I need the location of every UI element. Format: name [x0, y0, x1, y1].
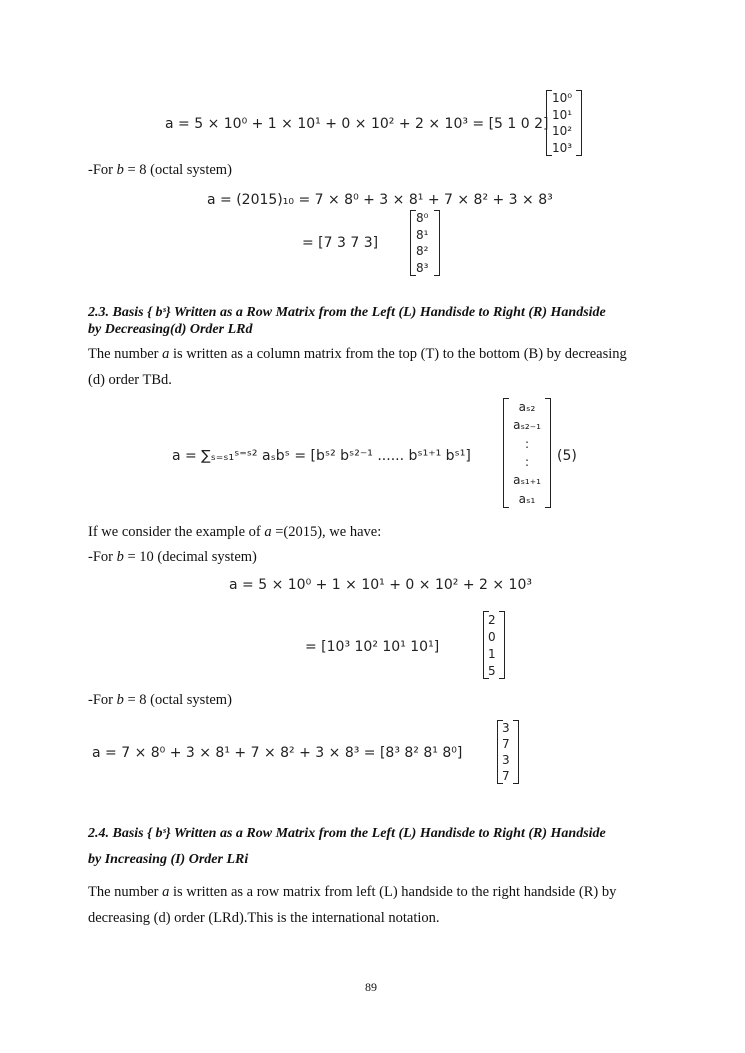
- example-intro: If we consider the example of a =(2015), we have:: [88, 524, 382, 540]
- matrix-cell: 7: [502, 737, 510, 751]
- matrix-cell: 10³: [552, 140, 573, 155]
- column-matrix-powers-of-ten: [546, 90, 582, 156]
- matrix-cell: 7: [502, 769, 510, 783]
- matrix-cell: 8⁰: [416, 211, 429, 226]
- column-matrix-digits-decimal: [483, 611, 505, 679]
- equation-number-5: (5): [557, 448, 577, 464]
- equation-octal-row: = [7 3 7 3]: [302, 235, 379, 251]
- matrix-cell: 1: [488, 646, 496, 661]
- matrix-cell: aₛ₁₊₁: [513, 473, 541, 488]
- matrix-cell: 8²: [416, 244, 429, 259]
- equation-decimal-expansion: a = 5 × 10⁰ + 1 × 10¹ + 0 × 10² + 2 × 10³: [229, 577, 532, 593]
- equation-decimal-row: a = 5 × 10⁰ + 1 × 10¹ + 0 × 10² + 2 × 10³ = [5 1 0 2]: [165, 116, 549, 132]
- equation-octal-expansion: a = (2015)₁₀ = 7 × 8⁰ + 3 × 8¹ + 7 × 8² + 3 × 8³: [207, 192, 553, 208]
- matrix-cell: 8¹: [416, 227, 429, 242]
- column-matrix-powers-of-eight: [410, 210, 440, 276]
- paragraph-2-4-line2: decreasing (d) order (LRd).This is the international notation.: [88, 910, 440, 926]
- octal-system-label: -For b = 8 (octal system): [88, 162, 232, 178]
- octal-system-label-2: -For b = 8 (octal system): [88, 692, 232, 708]
- column-matrix-coefficients: [503, 398, 551, 508]
- matrix-cell: 3: [502, 721, 510, 735]
- paragraph-2-3: The number a is written as a column matrix from the top (T) to the bottom (B) by decreasing: [88, 346, 627, 362]
- matrix-cell: 10⁰: [552, 91, 573, 106]
- matrix-cell: 5: [488, 663, 496, 678]
- page-number: 89: [365, 980, 377, 994]
- section-heading-2-4-line2: by Increasing (I) Order LRi: [88, 852, 249, 867]
- section-heading-2-3-line2: by Decreasing(d) Order LRd: [88, 322, 253, 337]
- matrix-cell: 3: [502, 753, 510, 767]
- matrix-cell: 10¹: [552, 107, 573, 122]
- matrix-cell: 10²: [552, 124, 573, 139]
- section-heading-2-3: 2.3. Basis { bˢ} Written as a Row Matrix from the Left (L) Handisde to Right (R) Handside: [88, 305, 606, 320]
- matrix-cell: aₛ₂₋₁: [513, 418, 541, 433]
- matrix-cell: :: [524, 455, 530, 470]
- matrix-cell: aₛ₁: [518, 491, 536, 506]
- matrix-cell: 2: [488, 612, 496, 627]
- matrix-cell: aₛ₂: [518, 400, 536, 415]
- paragraph-2-3-line2: (d) order TBd.: [88, 372, 172, 388]
- paragraph-2-4: The number a is written as a row matrix from left (L) handside to the right handside (R) by: [88, 884, 617, 900]
- column-matrix-digits-octal: [497, 720, 519, 784]
- decimal-system-label: -For b = 10 (decimal system): [88, 549, 257, 565]
- matrix-cell: 0: [488, 629, 496, 644]
- equation-octal-row-2: a = 7 × 8⁰ + 3 × 8¹ + 7 × 8² + 3 × 8³ = [8³ 8² 8¹ 8⁰]: [92, 745, 463, 761]
- matrix-cell: 8³: [416, 260, 429, 275]
- equation-decimal-row-2: = [10³ 10² 10¹ 10¹]: [305, 639, 440, 655]
- equation-5: a = ∑ₛ₌ₛ₁ˢ⁼ˢ² aₛbˢ = [bˢ² bˢ²⁻¹ ...... bˢ¹⁺¹ bˢ¹]: [172, 448, 471, 464]
- section-heading-2-4: 2.4. Basis { bˢ} Written as a Row Matrix from the Left (L) Handisde to Right (R) Handside: [88, 826, 606, 841]
- matrix-cell: :: [524, 436, 530, 451]
